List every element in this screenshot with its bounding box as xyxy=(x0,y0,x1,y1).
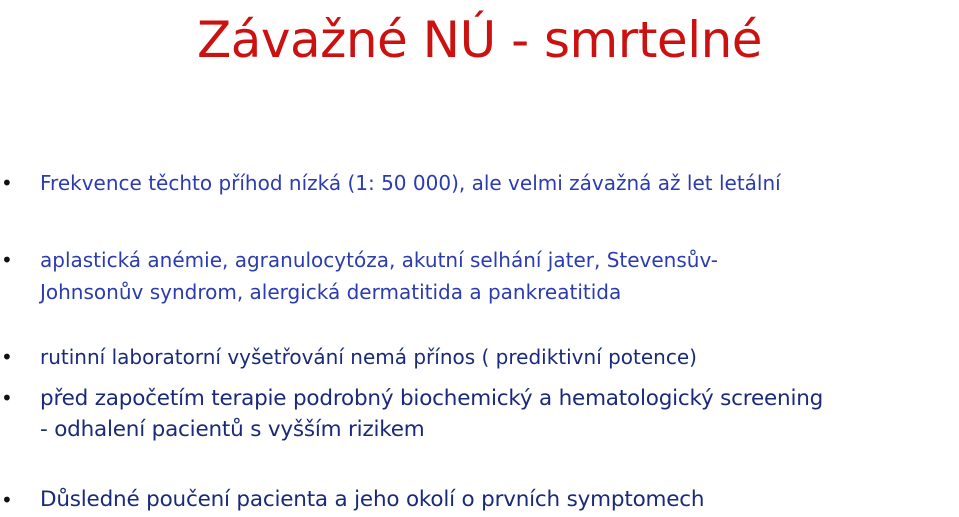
bullet-dot-icon: • xyxy=(1,345,13,369)
bullet-line: - odhalení pacientů s vyšším rizikem xyxy=(40,417,425,442)
bullet-text xyxy=(40,383,823,445)
bullet-dot-icon: • xyxy=(1,248,13,272)
bullet-text xyxy=(40,342,697,372)
slide-title: Závažné NÚ - smrtelné xyxy=(196,11,763,69)
bullet-dot-icon: • xyxy=(1,386,13,410)
bullet-dot-icon: • xyxy=(1,171,13,195)
bullet-text xyxy=(40,244,718,308)
bullet-line: před započetím terapie podrobný biochemický a hematologický screening xyxy=(40,386,824,411)
bullet-line: Důsledné poučení pacienta a jeho okolí o prvních symptomech xyxy=(40,487,705,512)
bullet-line: rutinní laboratorní vyšetřování nemá přínos ( prediktivní potence) xyxy=(40,345,697,369)
bullet-dot-icon: • xyxy=(1,488,13,512)
bullet-text xyxy=(40,483,704,517)
bullet-text xyxy=(40,168,781,198)
bullet-line: aplastická anémie, agranulocytóza, akutní selhání jater, Stevensův- xyxy=(40,248,718,272)
bullet-line: Johnsonův syndrom, alergická dermatitida a pankreatitida xyxy=(40,280,622,304)
bullet-line: Frekvence těchto příhod nízká (1: 50 000), ale velmi závažná až let letální xyxy=(40,171,781,195)
